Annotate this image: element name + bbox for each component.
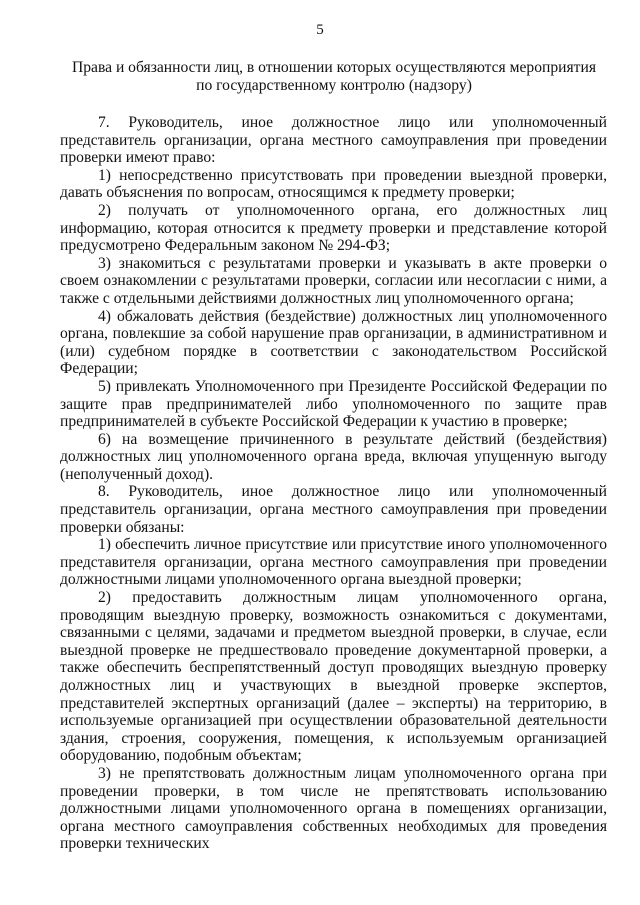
paragraph-8-item-3: 3) не препятствовать должностным лицам уполномоченного органа при проведении проверки, в том числе не препятствовать использованию должностными лицами уполномоченного органа в помещениях организации, органа местного самоуправления собственных необходимых для проведения проверки технических (60, 764, 607, 853)
paragraph-8-item-1: 1) обеспечить личное присутствие или присутствие иного уполномоченного представителя организации, органа местного самоуправления при проведении должностными лицами уполномоченного органа выездной проверки; (60, 536, 607, 589)
section-heading (60, 59, 608, 94)
document-body (60, 114, 607, 853)
paragraph-7-item-4: 4) обжаловать действия (бездействие) должностных лиц уполномоченного органа, повлекшие за собой нарушение прав организации, в административном и (или) судебном порядке в соответствии с законодательством Российской Федерации; (60, 307, 607, 378)
paragraph-7-item-1: 1) непосредственно присутствовать при проведении выездной проверки, давать объяснения по вопросам, относящимся к предмету проверки; (60, 166, 607, 202)
paragraph-8-item-2: 2) предоставить должностным лицам уполномоченного органа, проводящим выездную проверку, возможность ознакомиться с документами, связанными с целями, задачами и предметом выездной проверки, в случае, если выездной проверке не предшествовало проведение документарной проверки, а также обеспечить беспрепятственный доступ проводящих выездную проверку должностных лиц и участвующих в выездной проверке экспертов, представителей экспертных организаций (далее – эксперты) на территорию, в используемые организацией при осуществлении образовательной деятельности здания, строения, сооружения, помещения, к используемым организацией оборудованию, подобным объектам; (60, 589, 607, 765)
paragraph-8: 8. Руководитель, иное должностное лицо или уполномоченный представитель организации, органа местного самоуправления при проведении проверки обязаны: (60, 483, 607, 536)
paragraph-7: 7. Руководитель, иное должностное лицо или уполномоченный представитель организации, органа местного самоуправления при проведении проверки имеют право: (60, 114, 607, 167)
section-heading-line-1: Права и обязанности лиц, в отношении которых осуществляются мероприятия (71, 59, 597, 76)
section-heading-line-2: по государственному контролю (надзору) (196, 76, 472, 94)
paragraph-7-item-5: 5) привлекать Уполномоченного при Президенте Российской Федерации по защите прав предпринимателей либо уполномоченного по защите прав предпринимателей в субъекте Российской Федерации к участию в проверке; (60, 377, 607, 431)
paragraph-7-item-2: 2) получать от уполномоченного органа, его должностных лиц информацию, которая относится к предмету проверки и представление которой предусмотрено Федеральным законом № 294-ФЗ; (60, 201, 607, 255)
paragraph-7-item-6: 6) на возмещение причиненного в результате действий (бездействия) должностных лиц уполномоченного органа вреда, включая упущенную выгоду (неполученный доход). (60, 430, 607, 483)
paragraph-7-item-3: 3) знакомиться с результатами проверки и указывать в акте проверки о своем ознакомлении с результатами проверки, согласии или несогласии с ними, а также с отдельными действиями должностных лиц уполномоченного органа; (60, 254, 607, 307)
page-number: 5 (316, 22, 324, 38)
